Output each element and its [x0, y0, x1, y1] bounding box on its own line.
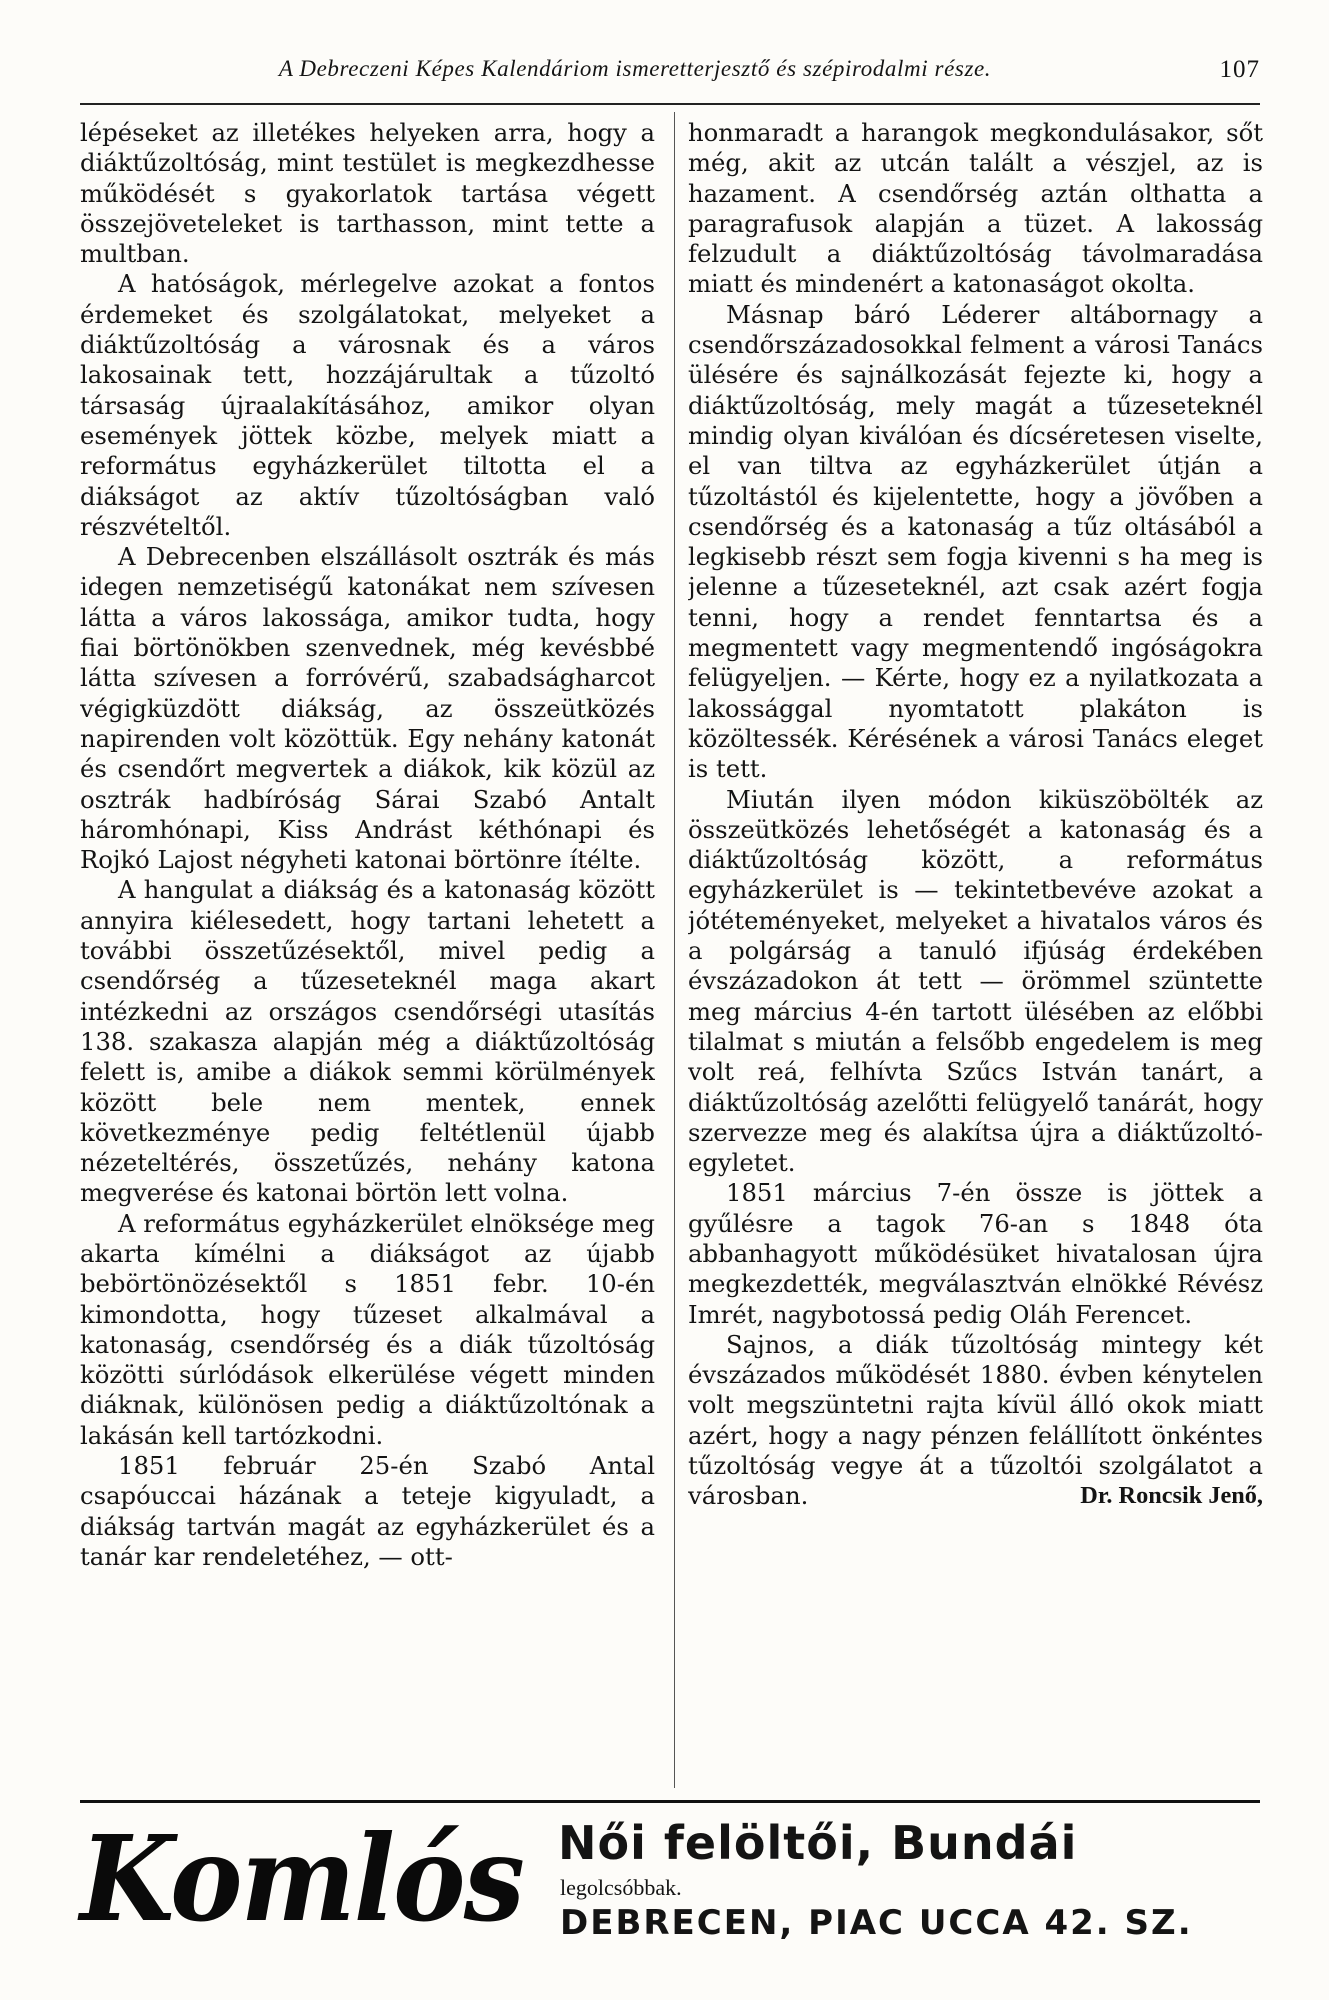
paragraph: A Debrecenben elszállásolt osztrák és más idegen nemzetiségű katonákat nem szívesen látta a város lakossága, amikor tudta, hogy fiai börtönökben szenvednek, még kevésbbé látta szívesen a forróvérű, szabadságharcot végigküzdött diákság, az összeütközés napirenden volt közöttük. Egy nehány katonát és csendőrt megvertek a diákok, kik közül az osztrák hadbíróság Sárai Szabó Antalt háromhónapi, Kiss Andrást kéthónapi és Rojkó Lajost négyheti katonai börtönre ítélte.: [80, 542, 655, 875]
column-divider: [674, 112, 675, 1788]
paragraph: Miután ilyen módon kiküszöbölték az összeütközés lehetőségét a katonaság és a diáktűzoltóság között, a református egyházkerület is — tekintetbevéve azokat a jótéteményeket, melyeket a hivatalos város és a polgárság a tanuló ifjúság érdekében évszázadokon át tett — örömmel szüntette meg március 4-én tartott ülésében az előbbi tilalmat s miután a felsőbb engedelem is meg volt reá, felhívta Szűcs István tanárt, a diáktűzoltóság azelőtti felügyelő tanárát, hogy szervezze meg és alakítsa újra a diáktűzoltó-egyletet.: [688, 784, 1263, 1178]
paragraph: A hangulat a diákság és a katonaság között annyira kiélesedett, hogy tartani lehetett a további összetűzésektől, mivel pedig a csendőrség a tűzeseteknél maga akart intézkedni az országos csendőrségi utasítás 138. szakasza alapján még a diáktűzoltóság felett is, amibe a diákok semmi körülmények között bele nem mentek, ennek következménye pedig feltétlenül újabb nézeteltérés, összetűzés, nehány katona megverése és katonai börtön lett volna.: [80, 875, 655, 1208]
paragraph: Másnap báró Léderer altábornagy a csendőrszázadosokkal felment a városi Tanács ülésére és sajnálkozását fejezte ki, hogy a diáktűzoltóság, mely magát a tűzeseteknél mindig olyan kiválóan és dícséretesen viselte, el van tiltva az egyházkerület útján a tűzoltástól és kijelentette, hogy a jövőben a csendőrség és a katonaság a tűz oltásából a legkisebb részt sem fogja kivenni s ha meg is jelenne a tűzeseteknél, azt csak azért fogja tenni, hogy a rendet fenntartsa és a megmentett vagy megmentendő ingóságokra felügyeljen. — Kérte, hogy ez a nyilatkozata a lakossággal nyomtatott plakáton is közöltessék. Kérésének a városi Tanács eleget is tett.: [688, 299, 1263, 784]
header-rule: [80, 103, 1260, 105]
left-column: [80, 118, 655, 1798]
paragraph: honmaradt a harangok megkondulásakor, sőt még, akit az utcán talált a vészjel, az is hazament. A csendőrség aztán olthatta a paragrafusok alapján a tüzet. A lakosság felzudult a diáktűzoltóság távolmaradása miatt és mindenért a katonaságot okolta.: [688, 118, 1263, 299]
page-header: [80, 56, 1260, 96]
right-column: [688, 118, 1263, 1798]
paragraph: A református egyházkerület elnöksége meg akarta kímélni a diákságot az újabb bebörtönözésektől s 1851 febr. 10-én kimondotta, hogy tűzeset alkalmával a katonaság, csendőrség és a diák tűzoltóság közötti súrlódások elkerülése végett minden diáknak, különösen pedig a diáktűzoltónak a lakásán kell tartózkodni.: [80, 1208, 655, 1450]
paragraph-with-signature: [688, 1330, 1263, 1512]
ad-logo: Komlós: [80, 1809, 523, 1948]
author-signature: Dr. Roncsik Jenő,: [1080, 1482, 1263, 1510]
paragraph: A hatóságok, mérlegelve azokat a fontos érdemeket és szolgálatokat, melyeket a diáktűzoltóság a városnak és a város lakosainak tett, hozzájárultak a tűzoltó társaság újraalakításához, amikor olyan események jöttek közbe, melyek miatt a református egyházkerület tiltotta el a diákságot az aktív tűzoltóságban való részvételtől.: [80, 269, 655, 541]
running-title: A Debreczeni Képes Kalendáriom ismeretterjesztő és szépirodalmi része.: [278, 56, 992, 81]
paragraph-text: Sajnos, a diák tűzoltóság mintegy két évszázados működését 1880. évben kénytelen volt megszüntetni rajta kívül álló okok miatt azért, hogy a nagy pénzen felállított önkéntes tűzoltóság vegye át a tűzoltói szolgálatot a városban.: [688, 1329, 1263, 1511]
paragraph: lépéseket az illetékes helyeken arra, hogy a diáktűzoltóság, mint testület is megkezdhesse működését s gyakorlatok tartása végett összejöveteleket is tarthasson, mint tette a multban.: [80, 118, 655, 269]
page-number: 107: [1219, 56, 1260, 83]
advertisement: [80, 1806, 1260, 1956]
advertisement-rule: [80, 1800, 1260, 1803]
ad-subline: legolcsóbbak.: [560, 1875, 682, 1900]
ad-address: DEBRECEN, PIAC UCCA 42. SZ.: [560, 1903, 1193, 1943]
ad-headline: Női felöltői, Bundái: [558, 1816, 1078, 1870]
paragraph: 1851 február 25-én Szabó Antal csapóuccai házának a teteje kigyuladt, a diákság tartván magát az egyházkerület és a tanár kar rendeletéhez, — ott-: [80, 1451, 655, 1571]
paragraph: 1851 március 7-én össze is jöttek a gyűlésre a tagok 76-an s 1848 óta abbanhagyott működésüket hivatalosan újra megkezdették, megválasztván elnökké Révész Imrét, nagybotossá pedig Oláh Ferencet.: [688, 1178, 1263, 1329]
